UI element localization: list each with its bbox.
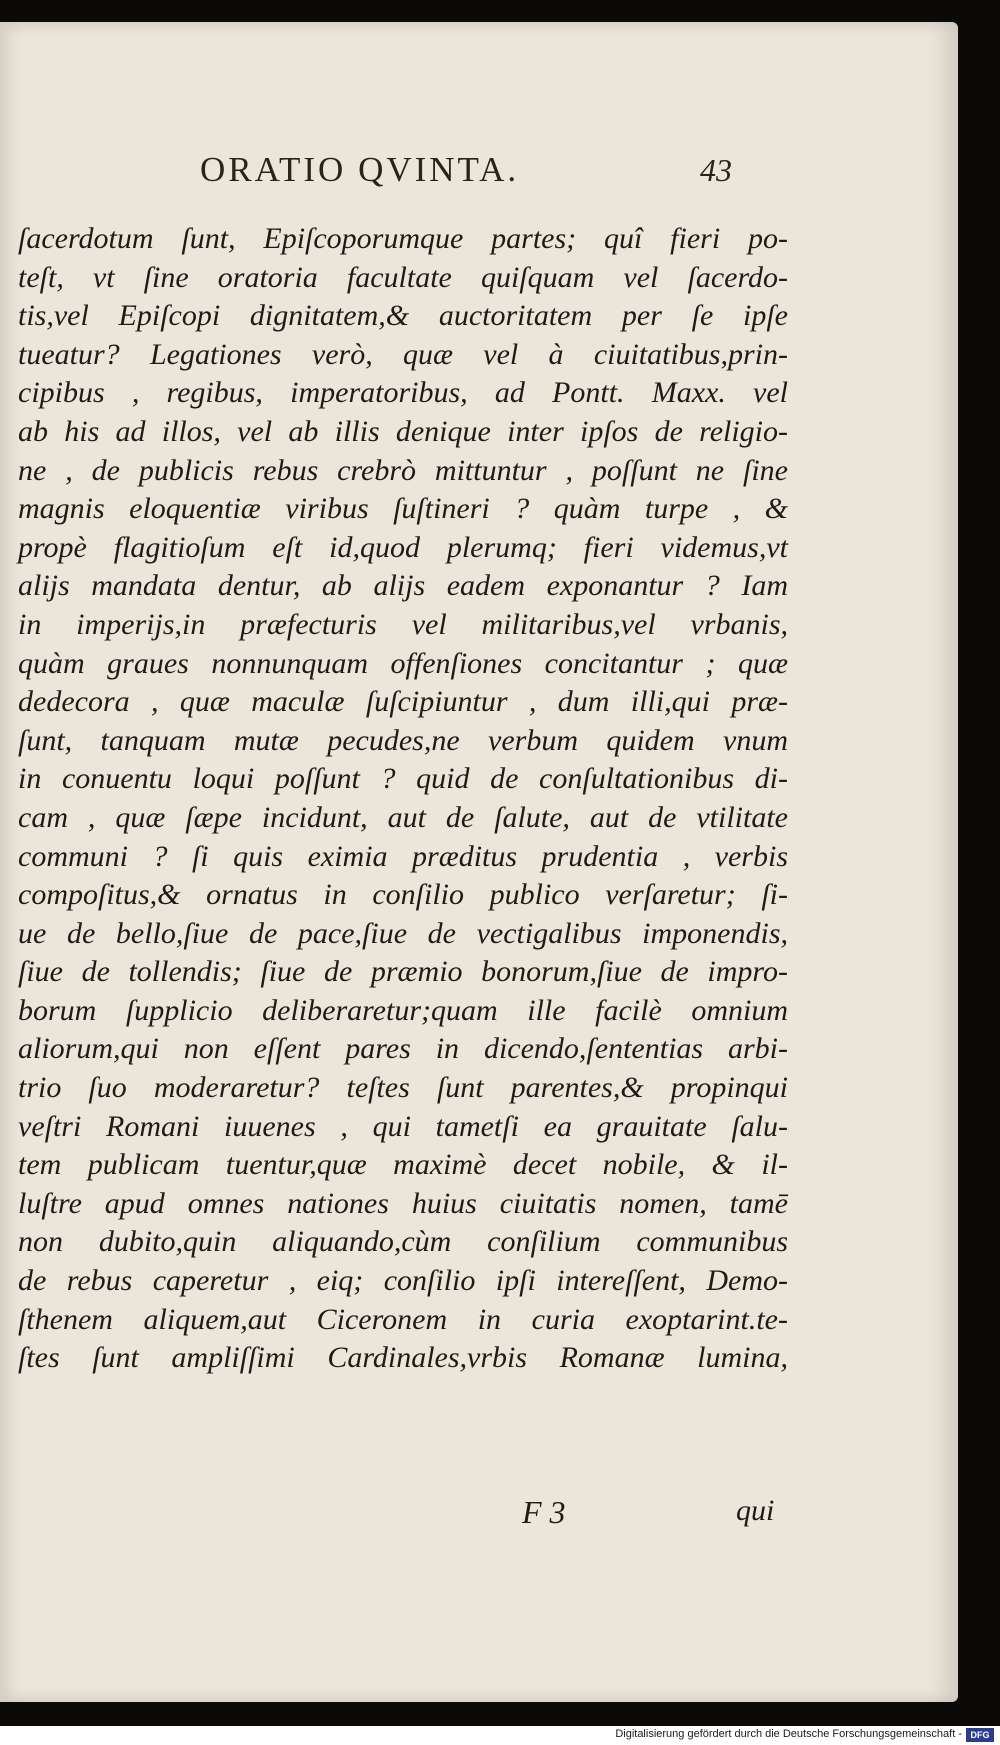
text-line: alijs mandata dentur, ab alijs eadem exponantur ? Iam (18, 569, 788, 603)
text-line: tis,vel Epiſcopi dignitatem,& auctoritatem per ſe ipſe (18, 299, 788, 333)
text-line: ſiue de tollendis; ſiue de præmio bonorum,ſiue de impro- (18, 955, 788, 989)
text-line: propè flagitioſum eſt id,quod plerumq; fieri videmus,vt (18, 530, 788, 564)
catchword: qui (736, 1494, 775, 1527)
text-line: ſacerdotum ſunt, Epiſcoporumque partes; quî fieri po- (18, 222, 788, 255)
text-line: ne , de publicis rebus crebrò mittuntur , poſſunt ne ſine (18, 453, 788, 487)
text-line: non dubito,quin aliquando,cùm conſilium communibus (18, 1225, 788, 1259)
text-line: communi ? ſi quis eximia præditus prudentia , verbis (18, 839, 788, 873)
text-line: luſtre apud omnes nationes huius ciuitatis nomen, tamē (18, 1186, 788, 1220)
text-line: in imperijs,in præfecturis vel militaribus,vel vrbanis, (18, 607, 788, 641)
text-line: tueatur? Legationes verò, quæ vel à ciuitatibus,prin- (18, 337, 788, 371)
running-head-title: ORATIO QVINTA. (200, 150, 520, 189)
text-line: tem publicam tuentur,quæ maximè decet nobile, & il- (18, 1148, 788, 1182)
text-line: quàm graues nonnunquam offenſiones concitantur ; quæ (18, 646, 788, 680)
text-line: teſt, vt ſine oratoria facultate quiſquam vel ſacerdo- (18, 260, 788, 294)
text-line: ue de bello,ſiue de pace,ſiue de vectigalibus imponendis, (18, 916, 788, 950)
text-line: ſunt, tanquam mutæ pecudes,ne verbum quidem vnum (18, 723, 788, 757)
page-gutter-shadow (0, 22, 10, 1702)
text-line: compoſitus,& ornatus in conſilio publico verſaretur; ſi- (18, 878, 788, 912)
text-line: ab his ad illos, vel ab illis denique inter ipſos de religio- (18, 414, 788, 448)
text-line: cipibus , regibus, imperatoribus, ad Pontt. Maxx. vel (18, 376, 788, 410)
text-line: ſtes ſunt ampliſſimi Cardinales,vrbis Romanæ lumina, (18, 1341, 788, 1375)
text-line: de rebus caperetur , eiq; conſilio ipſi intereſſent, Demo- (18, 1264, 788, 1298)
signature-mark: F 3 (522, 1494, 566, 1530)
text-line: magnis eloquentiæ viribus ſuſtineri ? quàm turpe , & (18, 492, 788, 526)
page-number: 43 (700, 152, 732, 188)
body-text (18, 220, 788, 1378)
digitization-credit: Digitalisierung gefördert durch die Deutsche Forschungsgemeinschaft - (615, 1728, 962, 1740)
dfg-logo-icon: DFG (966, 1728, 994, 1742)
text-line: borum ſupplicio deliberaretur;quam ille facilè omnium (18, 993, 788, 1027)
text-line: dedecora , quæ maculæ ſuſcipiuntur , dum illi,qui præ- (18, 685, 788, 719)
text-line: veſtri Romani iuuenes , qui tametſi ea grauitate ſalu- (18, 1109, 788, 1143)
text-line: cam , quæ ſæpe incidunt, aut de ſalute, aut de vtilitate (18, 800, 788, 834)
running-head (0, 150, 958, 200)
text-line: aliorum,qui non eſſent pares in dicendo,ſententias arbi- (18, 1032, 788, 1066)
text-line: in conuentu loqui poſſunt ? quid de conſultationibus di- (18, 762, 788, 796)
digitization-footer (0, 1726, 1000, 1745)
text-line: ſthenem aliquem,aut Ciceronem in curia exoptarint.te- (18, 1302, 788, 1336)
book-page (0, 22, 958, 1702)
text-line: trio ſuo moderaretur? teſtes ſunt parentes,& propinqui (18, 1071, 788, 1105)
